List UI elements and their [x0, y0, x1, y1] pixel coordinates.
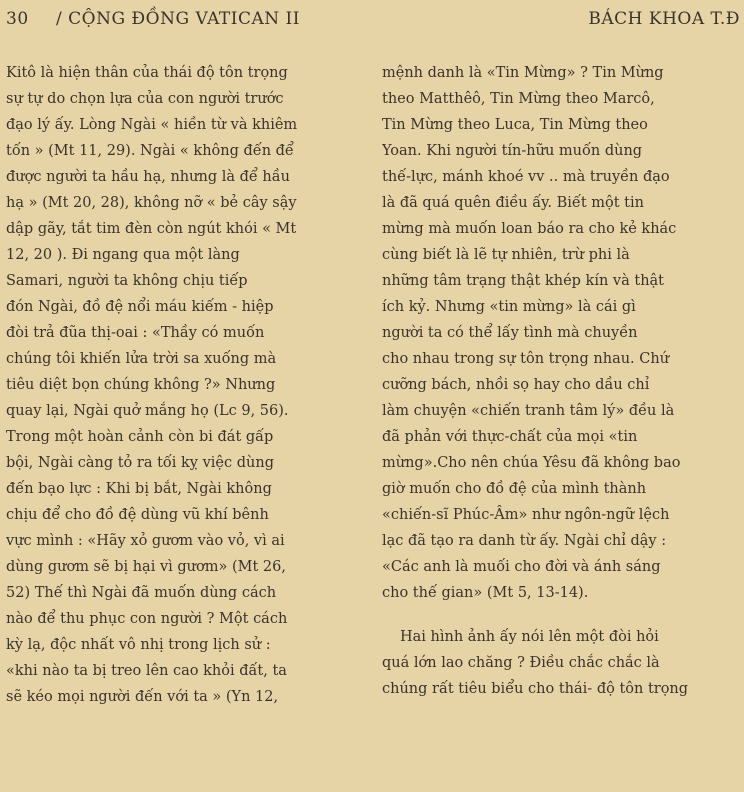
text-line: Samari, người ta không chịu tiếp: [6, 273, 248, 289]
right-column: [382, 60, 730, 702]
text-line: «chiến-sĩ Phúc-Âm» như ngôn-ngữ lệch: [382, 507, 670, 523]
text-line: Tin Mừng theo Luca, Tin Mừng theo: [382, 117, 648, 133]
text-line: hạ » (Mt 20, 28), không nỡ « bẻ cây sậy: [6, 195, 297, 211]
text-line: đạo lý ấy. Lòng Ngài « hiền từ và khiêm: [6, 117, 298, 133]
text-line: 52) Thế thì Ngài đã muốn dùng cách: [6, 585, 277, 601]
text-line: chúng tôi khiến lửa trời sa xuống mà: [6, 351, 277, 367]
text-line: dập gãy, tắt tim đèn còn ngút khói « Mt: [6, 221, 297, 237]
text-line: làm chuyện «chiến tranh tâm lý» đều là: [382, 403, 675, 419]
text-line: ích kỷ. Nhưng «tin mừng» là cái gì: [382, 299, 636, 315]
page-header: [0, 6, 744, 34]
text-line: được người ta hầu hạ, nhưng là để hầu: [6, 169, 290, 185]
page-number: 30: [6, 9, 29, 29]
text-line: chúng rất tiêu biểu cho thái- độ tôn trọng: [382, 681, 689, 697]
text-line: đến bạo lực : Khi bị bắt, Ngài không: [6, 481, 272, 497]
text-line: Kitô là hiện thân của thái độ tôn trọng: [6, 65, 288, 81]
text-line: tốn » (Mt 11, 29). Ngài « không đến để: [6, 143, 294, 159]
text-line: giờ muốn cho đồ đệ của mình thành: [382, 481, 647, 497]
text-line: thế-lực, mánh khoé vv .. mà truyền đạo: [382, 169, 670, 185]
text-line: lạc đã tạo ra danh từ ấy. Ngài chỉ dậy :: [382, 533, 667, 549]
text-line: Yoan. Khi người tín-hữu muốn dùng: [382, 143, 643, 159]
text-line: đã phản với thực-chất của mọi «tin: [382, 429, 638, 445]
text-line: nào để thu phục con người ? Một cách: [6, 611, 288, 627]
running-title-left: / CỘNG ĐỒNG VATICAN II: [56, 9, 300, 29]
text-line: vực mình : «Hãy xỏ gươm vào vỏ, vì ai: [6, 533, 285, 549]
text-line: người ta có thể lấy tình mà chuyền: [382, 325, 638, 341]
text-line: đón Ngài, đồ đệ nổi máu kiếm - hiệp: [6, 299, 274, 315]
text-line: tiêu diệt bọn chúng không ?» Nhưng: [6, 377, 276, 393]
paragraph-gap: [382, 606, 730, 624]
left-column: [6, 60, 354, 710]
text-line: chịu để cho đồ đệ dùng vũ khí bênh: [6, 507, 269, 523]
text-line: quay lại, Ngài quở mắng họ (Lc 9, 56).: [6, 403, 289, 419]
running-title-right: BÁCH KHOA T.Đ: [588, 9, 740, 29]
text-line: dùng gươm sẽ bị hại vì gươm» (Mt 26,: [6, 559, 286, 575]
text-line: đòi trả đũa thị-oai : «Thầy có muốn: [6, 325, 265, 341]
text-line: cưỡng bách, nhồi sọ hay cho dầu chỉ: [382, 377, 650, 393]
text-line: cùng biết là lẽ tự nhiên, trừ phi là: [382, 247, 630, 263]
text-line: Hai hình ảnh ấy nói lên một đòi hỏi: [400, 629, 659, 645]
text-line: sự tự do chọn lựa của con người trước: [6, 91, 284, 107]
text-line: cho nhau trong sự tôn trọng nhau. Chứ: [382, 351, 670, 367]
text-line: mừng mà muốn loan báo ra cho kẻ khác: [382, 221, 677, 237]
text-line: sẽ kéo mọi người đến với ta » (Yn 12,: [6, 689, 279, 705]
text-line: kỳ lạ, độc nhất vô nhị trong lịch sử :: [6, 637, 271, 653]
text-line: Trong một hoàn cảnh còn bi đát gấp: [6, 429, 274, 445]
text-line: 12, 20 ). Đi ngang qua một làng: [6, 247, 240, 263]
text-line: bội, Ngài càng tỏ ra tối kỵ việc dùng: [6, 455, 274, 471]
text-line: cho thế gian» (Mt 5, 13-14).: [382, 585, 589, 601]
text-line: mừng».Cho nên chúa Yêsu đã không bao: [382, 455, 681, 471]
text-line: quá lớn lao chăng ? Điều chắc chắc là: [382, 655, 660, 671]
text-line: là đã quá quên điều ấy. Biết một tin: [382, 195, 644, 211]
text-line: những tâm trạng thật khép kín và thật: [382, 273, 665, 289]
text-line: mệnh danh là «Tin Mừng» ? Tin Mừng: [382, 65, 664, 81]
text-line: theo Matthêô, Tin Mừng theo Marcô,: [382, 91, 655, 107]
text-line: «Các anh là muối cho đời và ánh sáng: [382, 559, 661, 575]
text-line: «khi nào ta bị treo lên cao khỏi đất, ta: [6, 663, 287, 679]
